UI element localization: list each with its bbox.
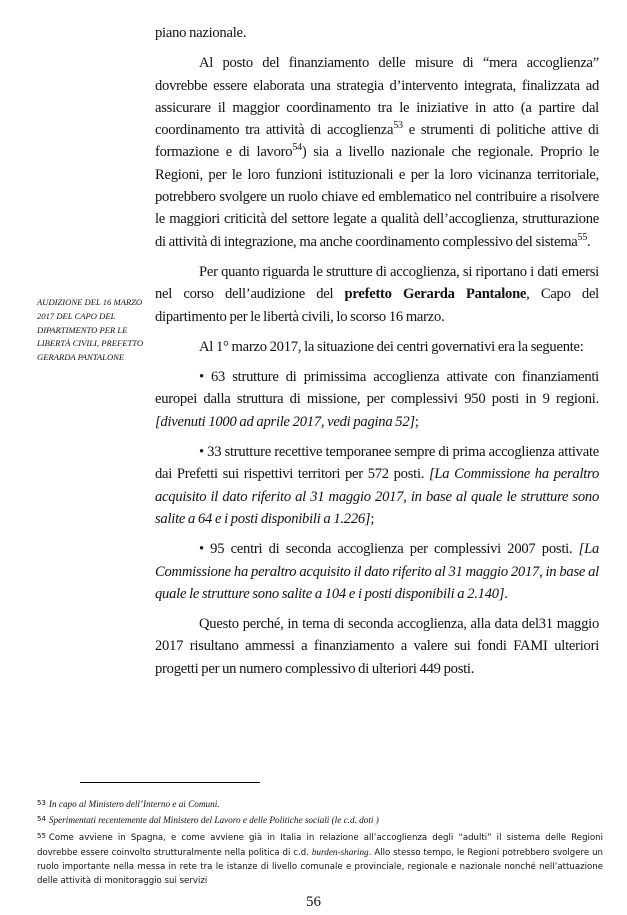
footnote-54: $^{54}$ Sperimentati recentemente dal Ministero del Lavoro e delle Politiche sociali (le c.d. doti ) xyxy=(37,815,379,826)
prefetto-name: prefetto Gerarda Pantalone xyxy=(344,286,527,303)
paragraph-continuation: piano nazionale. xyxy=(155,25,247,41)
list-item: • 33 strutture recettive temporanee sempre di prima accoglienza attivate dai Prefetti sui rispettivi territori per 572 posti. [La Commissione ha peraltro acquisito il dato riferito al 31 maggio 2017, in base al quale le strutture sono salite a 64 e i posti disponibili a 1.226]; xyxy=(155,444,599,527)
footnote-53: $^{53}$ In capo al Ministero dell’Interno e ai Comuni. xyxy=(37,799,220,809)
list-item: • 95 centri di seconda accoglienza per complessivi 2007 posti. [La Commissione ha peraltro acquisito il dato riferito al 31 maggio 2017, in base al quale le strutture sono salite a 104 e i posti disponibili a 2.140]. xyxy=(155,541,599,602)
margin-note: AUDIZIONE DEL 16 MARZO 2017 DEL CAPO DEL DIPARTIMENTO PER LE LIBERTÀ CIVILI, PREFETTO GERARDA PANTALONE xyxy=(37,297,144,363)
footnote-55: $^{55}$ Come avviene in Spagna, e come avviene già in Italia in relazione all’accoglienza degli “adulti” il sistema delle Regioni dovrebbe essere coinvolto strutturalmente nella politica di c.d. burden-sharing. Allo stesso tempo, le Regioni potrebbero svolgere un ruolo importante nella messa in rete tra le istanze di livello comunale e provinciale, regionale e nazionale nonché nell’attuazione delle attività di monitoraggio sui servizi xyxy=(37,831,603,887)
paragraph-audizione: Per quanto riguarda le strutture di accoglienza, si riportano i dati emersi nel corso dell’audizione del prefetto Gerarda Pantalone, Capo del dipartimento per le libertà civili, lo scorso 16 marzo. xyxy=(155,263,599,325)
editorial-note: [divenuti 1000 ad aprile 2017, vedi pagina 52] xyxy=(155,413,415,430)
footnotes xyxy=(37,796,603,889)
paragraph-fami: Questo perché, in tema di seconda accoglienza, alla data del31 maggio 2017 risultano ammessi a finanziamento a valere sui fondi FAMI ulteriori progetti per un numero complessivo di ulteriori 449 posti. xyxy=(155,616,599,677)
main-text xyxy=(155,22,599,688)
footnote-ref-54[interactable]: 54 xyxy=(292,142,302,154)
footnote-separator xyxy=(80,782,260,783)
list-item: • 63 strutture di primissima accoglienza attivate con finanziamenti europei dalla struttura di missione, per complessivi 950 posti in 9 regioni. [divenuti 1000 ad aprile 2017, vedi pagina 52]; xyxy=(155,369,599,430)
footnote-ref-53[interactable]: 53 xyxy=(393,120,403,132)
editorial-note: [La Commissione ha peraltro acquisito il dato riferito al 31 maggio 2017, in base al quale le strutture sono salite a 64 e i posti disponibili a 1.226] xyxy=(155,466,599,527)
paragraph-situation: Al 1° marzo 2017, la situazione dei centri governativi era la seguente: xyxy=(199,338,584,355)
editorial-note: [La Commissione ha peraltro acquisito il dato riferito al 31 maggio 2017, in base al quale le strutture sono salite a 104 e i posti disponibili a 2.140] xyxy=(155,541,599,602)
page-number: 56 xyxy=(306,894,321,910)
paragraph-strategy: Al posto del finanziamento delle misure di “mera accoglienza” dovrebbe essere elaborata una strategia d’intervento integrata, finalizzata ad assicurare il maggior coordinamento tra le iniziative in atto (a partire dal coordinamento tra attività di accoglienza$^{53}$ e strumenti di politiche attive di formazione e di lavoro$^{54}$) sia a livello nazionale che regionale. Proprio le Regioni, per le loro funzioni istituzionali e per la loro vicinanza territoriale, potrebbero svolgere un ruolo chiave ed emblematico nel contribuire a risolvere le maggiori criticità del settore legate a qualità dell’accoglienza, strutturazione di attività di integrazione, ma anche coordinamento complessivo del sistema$^{55}$. xyxy=(155,55,599,250)
footnote-ref-55[interactable]: 55 xyxy=(577,231,588,243)
